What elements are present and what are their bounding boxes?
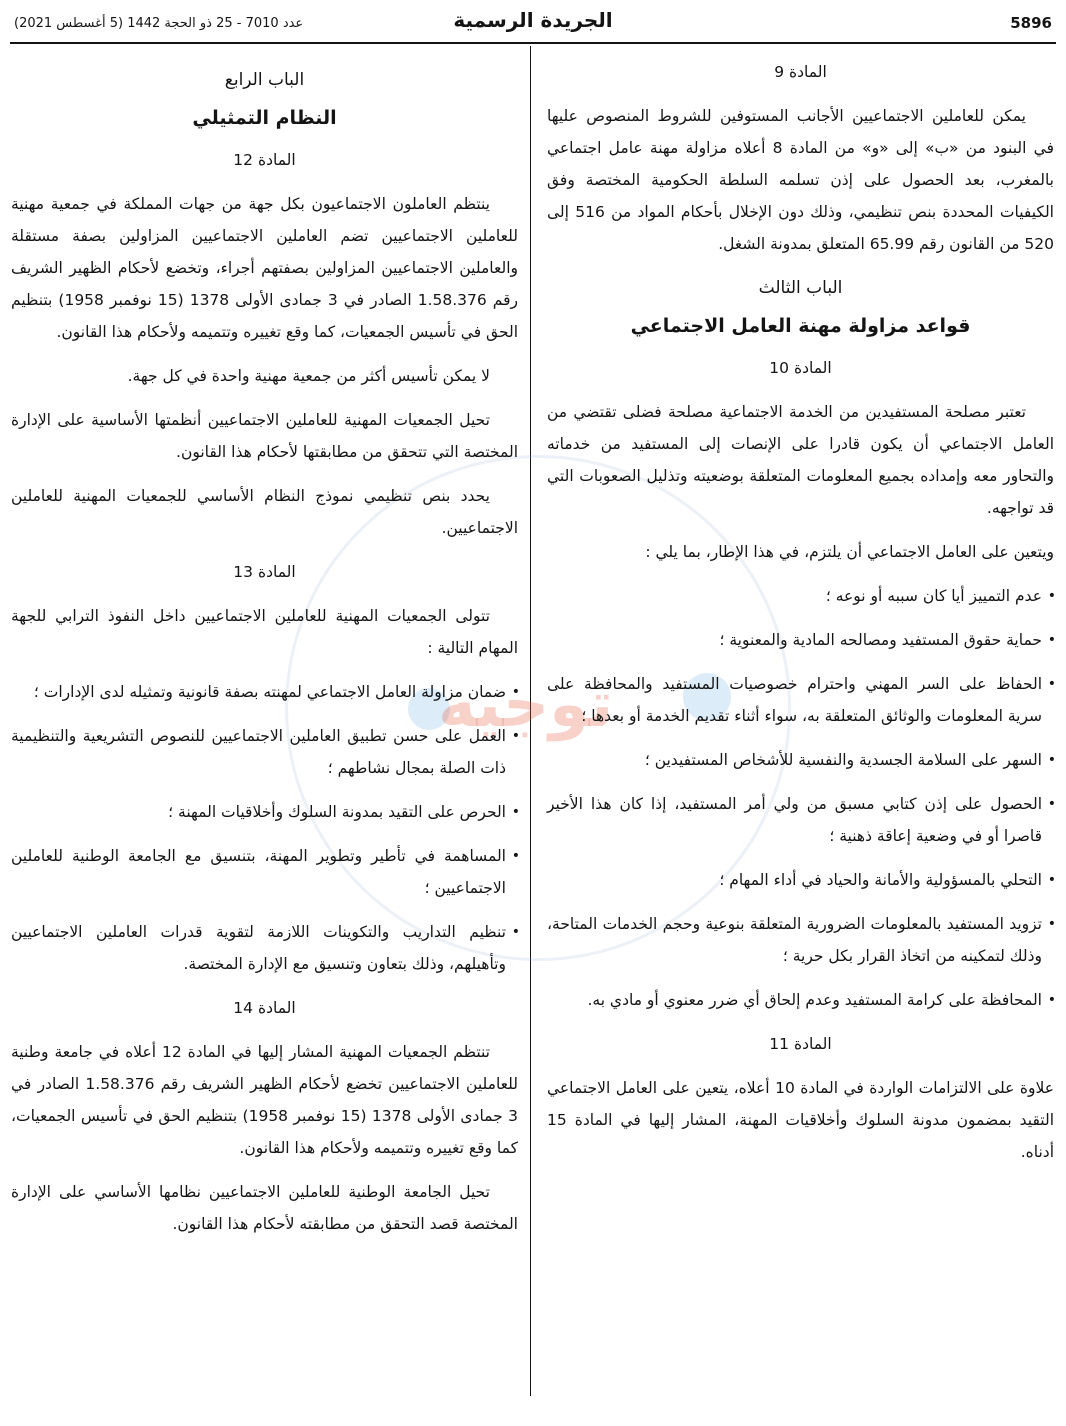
list-item: • التحلي بالمسؤولية والأمانة والحياد في أداء المهام ؛: [547, 864, 1054, 896]
header-rule: [10, 42, 1056, 44]
list-item: • المساهمة في تأطير وتطوير المهنة، بتنسيق مع الجامعة الوطنية للعاملين الاجتماعيين ؛: [11, 840, 518, 904]
list-item: • المحافظة على كرامة المستفيد وعدم إلحاق أي ضرر معنوي أو مادي به.: [547, 984, 1054, 1016]
list-item: • الحفاظ على السر المهني واحترام خصوصيات المستفيد والمحافظة على سرية المعلومات والوثائق المتعلقة به، سواء أثناء تقديم الخدمة أو بعدها ؛: [547, 668, 1054, 732]
article-12-text-2: لا يمكن تأسيس أكثر من جمعية مهنية واحدة في كل جهة.: [127, 367, 490, 385]
article-14-text-2: تحيل الجامعة الوطنية للعاملين الاجتماعيين نظامها الأساسي على الإدارة المختصة قصد التحقق من مطابقته لأحكام هذا القانون.: [11, 1183, 518, 1233]
issue-info: عدد 7010 - 25 ذو الحجة 1442 (5 أغسطس 2021): [14, 16, 304, 31]
list-item: • تنظيم التداريب والتكوينات اللازمة لتقوية قدرات العاملين الاجتماعيين وتأهيلهم، وذلك بتعاون وتنسيق مع الإدارة المختصة.: [11, 916, 518, 980]
list-item: • عدم التمييز أيا كان سببه أو نوعه ؛: [547, 580, 1054, 612]
article-13-list: [11, 676, 518, 980]
article-14-text-1: تنتظم الجمعيات المهنية المشار إليها في المادة 12 أعلاه في جامعة وطنية للعاملين الاجتماعيين تخضع لأحكام الظهير الشريف رقم 1.58.376 الصادر في 3 جمادى الأولى 1378 (15 نوفمبر 1958) بتنظيم الحق في تأسيس الجمعيات، كما وقع تغييره وتتميمه ولأحكام هذا القانون.: [11, 1043, 518, 1157]
article-9-heading: المادة 9: [774, 63, 827, 81]
left-column: [11, 56, 518, 1252]
article-10-heading: المادة 10: [769, 359, 832, 377]
article-12-heading: المادة 12: [233, 151, 296, 169]
part-4-label: الباب الرابع: [224, 70, 305, 90]
right-column: [547, 56, 1054, 1180]
page-header: [10, 6, 1056, 36]
article-12-text-1: ينتظم العاملون الاجتماعيون بكل جهة من جهات المملكة في جمعية مهنية للعاملين الاجتماعيين تضم العاملين الاجتماعيين المزاولين بصفة مستقلة والعاملين الاجتماعيين المزاولين بصفتهم أجراء، وتخضع لأحكام الظهير الشريف رقم 1.58.376 الصادر في 3 جمادى الأولى 1378 (15 نوفمبر 1958) بتنظيم الحق في تأسيس الجمعيات، كما وقع تغييره وتتميمه ولأحكام هذا القانون.: [11, 195, 518, 341]
part-4-title: النظام التمثيلي: [192, 107, 337, 129]
article-10-text-2: ويتعين على العامل الاجتماعي أن يلتزم، في هذا الإطار، بما يلي :: [645, 543, 1054, 561]
article-14-heading: المادة 14: [233, 999, 296, 1017]
part-3-title: قواعد مزاولة مهنة العامل الاجتماعي: [630, 315, 971, 337]
list-item: • العمل على حسن تطبيق العاملين الاجتماعيين للنصوص التشريعية والتنظيمية ذات الصلة بمجال نشاطهم ؛: [11, 720, 518, 784]
page-number: 5896: [1010, 14, 1052, 32]
list-item: • السهر على السلامة الجسدية والنفسية للأشخاص المستفيدين ؛: [547, 744, 1054, 776]
article-13-heading: المادة 13: [233, 563, 296, 581]
article-11-text: علاوة على الالتزامات الواردة في المادة 10 أعلاه، يتعين على العامل الاجتماعي التقيد بمضمون مدونة السلوك وأخلاقيات المهنة، المشار إليها في المادة 15 أدناه.: [547, 1079, 1054, 1161]
article-10-list: [547, 580, 1054, 1016]
column-separator: [530, 46, 531, 1396]
article-9-text: يمكن للعاملين الاجتماعيين الأجانب المستوفين للشروط المنصوص عليها في البنود من «ب» إلى «و» من المادة 8 أعلاه مزاولة مهنة عامل اجتماعي بالمغرب، بعد الحصول على إذن تسلمه السلطة الحكومية المختصة وفق الكيفيات المحددة بنص تنظيمي، وذلك دون الإخلال بأحكام المواد من 516 إلى 520 من القانون رقم 65.99 المتعلق بمدونة الشغل.: [547, 107, 1054, 253]
article-11-heading: المادة 11: [769, 1035, 832, 1053]
article-13-text: تتولى الجمعيات المهنية للعاملين الاجتماعيين داخل النفوذ الترابي للجهة المهام التالية :: [11, 607, 518, 657]
article-12-text-3: تحيل الجمعيات المهنية للعاملين الاجتماعيين أنظمتها الأساسية على الإدارة المختصة التي تتحقق من مطابقتها لأحكام هذا القانون.: [11, 411, 518, 461]
list-item: • الحصول على إذن كتابي مسبق من ولي أمر المستفيد، إذا كان هذا الأخير قاصرا أو في وضعية إعاقة ذهنية ؛: [547, 788, 1054, 852]
list-item: • حماية حقوق المستفيد ومصالحه المادية والمعنوية ؛: [547, 624, 1054, 656]
part-3-label: الباب الثالث: [758, 278, 843, 298]
list-item: • تزويد المستفيد بالمعلومات الضرورية المتعلقة بنوعية وحجم الخدمات المتاحة، وذلك لتمكينه من اتخاذ القرار بكل حرية ؛: [547, 908, 1054, 972]
watermark-text: توجيه: [438, 668, 614, 742]
list-item: • الحرص على التقيد بمدونة السلوك وأخلاقيات المهنة ؛: [11, 796, 518, 828]
article-10-text-1: تعتبر مصلحة المستفيدين من الخدمة الاجتماعية مصلحة فضلى تقتضي من العامل الاجتماعي أن يكون قادرا على الإنصات إلى المستفيد من خدماته والتحاور معه وإمداده بجميع المعلومات المتعلقة بوضعيته وتذليل الصعوبات التي قد تواجهه.: [547, 403, 1054, 517]
list-item: • ضمان مزاولة العامل الاجتماعي لمهنته بصفة قانونية وتمثيله لدى الإدارات ؛: [11, 676, 518, 708]
newspaper-title: الجريدة الرسمية: [453, 8, 613, 32]
article-12-text-4: يحدد بنص تنظيمي نموذج النظام الأساسي للجمعيات المهنية للعاملين الاجتماعيين.: [11, 487, 518, 537]
